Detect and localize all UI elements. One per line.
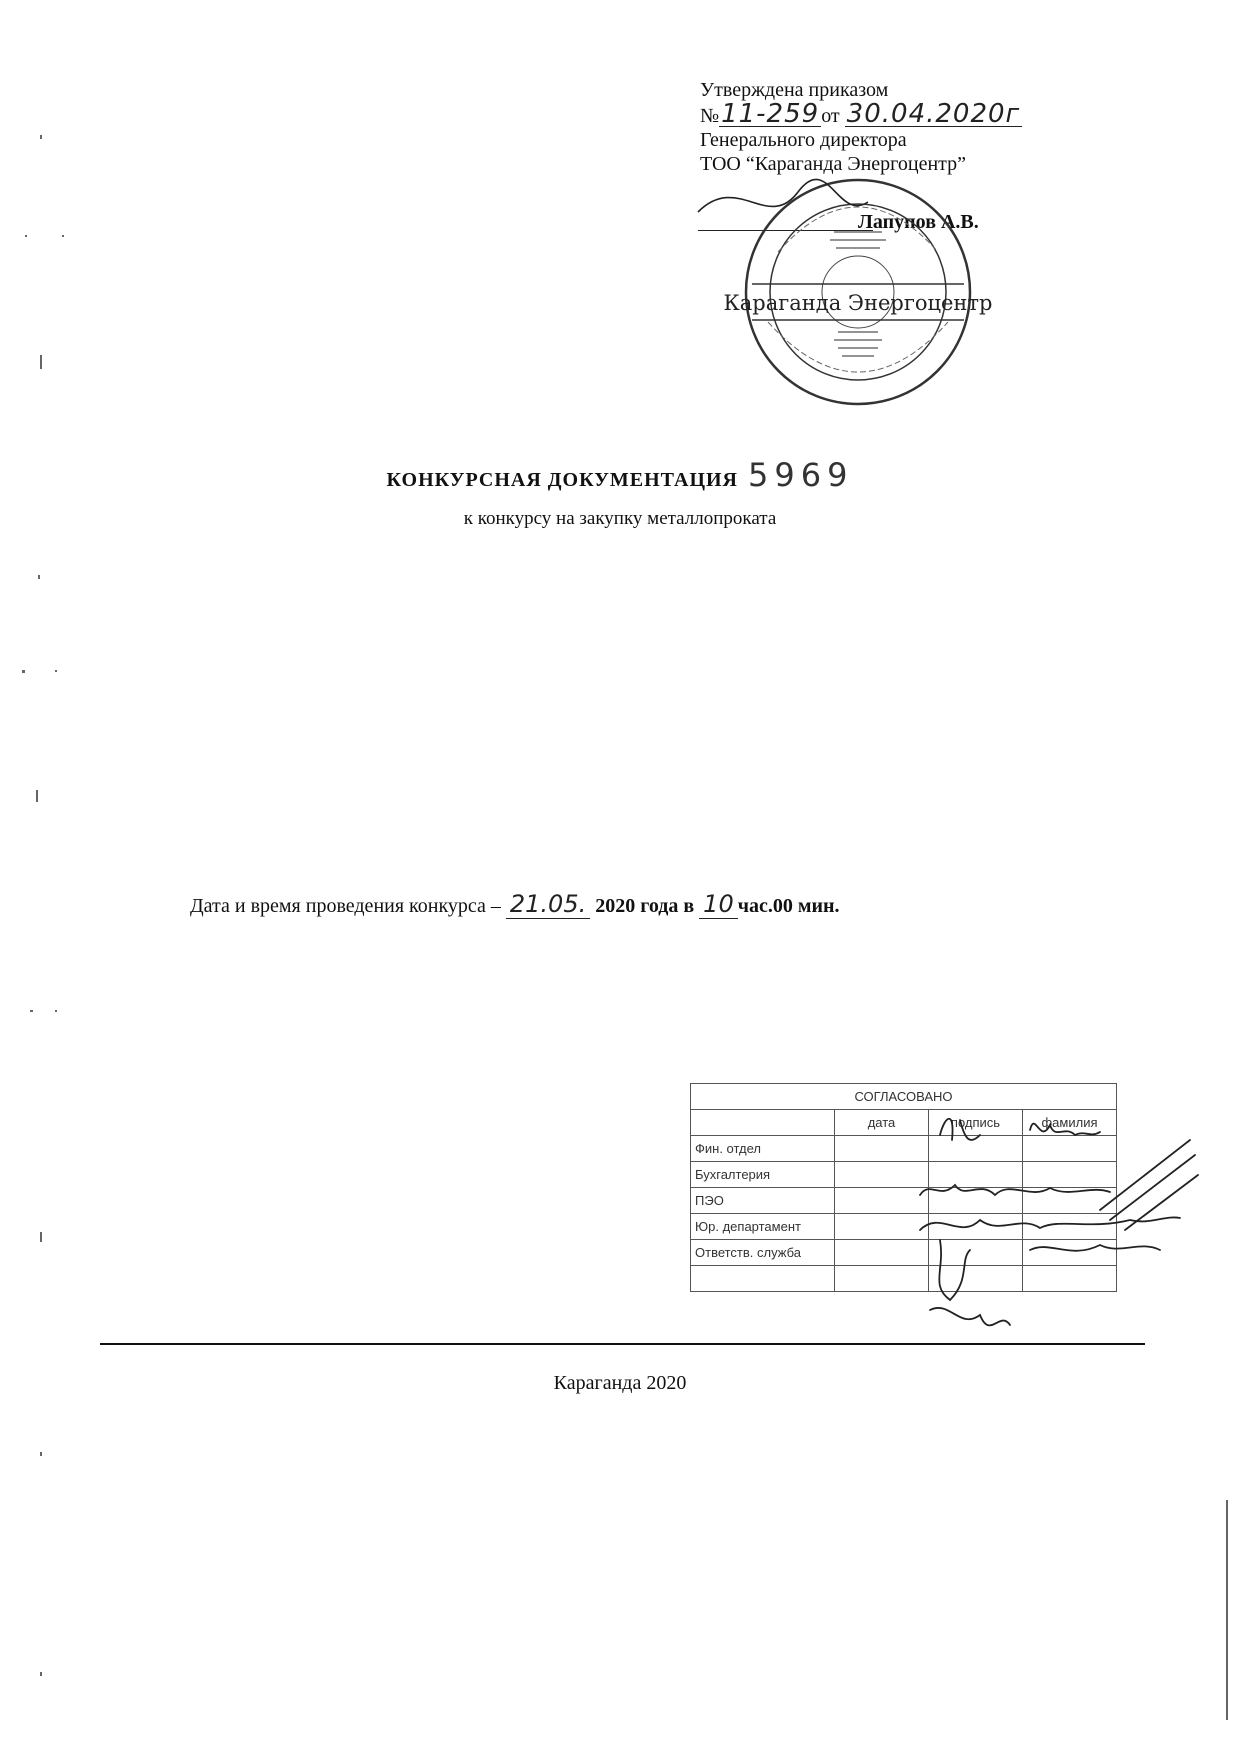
agreement-row-label: Бухгалтерия [691, 1162, 835, 1188]
approval-line-1: Утверждена приказом [700, 79, 889, 101]
from-word: от [821, 105, 840, 127]
contest-date: 21.05. [506, 890, 590, 919]
stamp-center-text: Караганда Энергоцентр [723, 291, 993, 315]
approval-line-3: Генерального директора [700, 129, 907, 151]
agreement-row-label: Ответств. служба [691, 1240, 835, 1266]
signer-name: Лапупов А.В. [858, 211, 979, 233]
agreement-col-surname: фамилия [1023, 1110, 1117, 1136]
agreement-row-label [691, 1266, 835, 1292]
agreement-col-signature: подпись [929, 1110, 1023, 1136]
approval-line-4: ТОО “Караганда Энергоцентр” [700, 153, 967, 175]
datetime-prefix: Дата и время проведения конкурса – [190, 895, 501, 917]
approval-order-line [700, 99, 1030, 129]
document-subtitle: к конкурсу на закупку металлопроката [463, 508, 777, 529]
company-stamp-icon [723, 172, 993, 412]
agreement-row-label: Юр. департамент [691, 1214, 835, 1240]
handwritten-signatures-icon [900, 1100, 1200, 1350]
order-date: 30.04.2020г [846, 99, 1021, 129]
contest-year: 2020 года в [595, 895, 695, 917]
agreement-header: СОГЛАСОВАНО [691, 1084, 1117, 1110]
agreement-col-empty [691, 1110, 835, 1136]
number-sign: № [700, 105, 720, 127]
title-main: КОНКУРСНАЯ ДОКУМЕНТАЦИЯ [386, 469, 739, 491]
document-title [0, 456, 1240, 494]
document-number: 5969 [748, 456, 854, 494]
footer-divider [100, 1343, 1145, 1345]
approval-block [700, 78, 1030, 233]
agreement-col-date: дата [835, 1110, 929, 1136]
order-number: 11-259 [721, 99, 820, 129]
contest-hour: 10 [699, 890, 738, 919]
footer-city-year: Караганда 2020 [553, 1372, 687, 1394]
contest-datetime [190, 890, 840, 918]
contest-time-suffix: час.00 мин. [737, 895, 840, 917]
agreement-row-label: ПЭО [691, 1188, 835, 1214]
agreement-row-label: Фин. отдел [691, 1136, 835, 1162]
